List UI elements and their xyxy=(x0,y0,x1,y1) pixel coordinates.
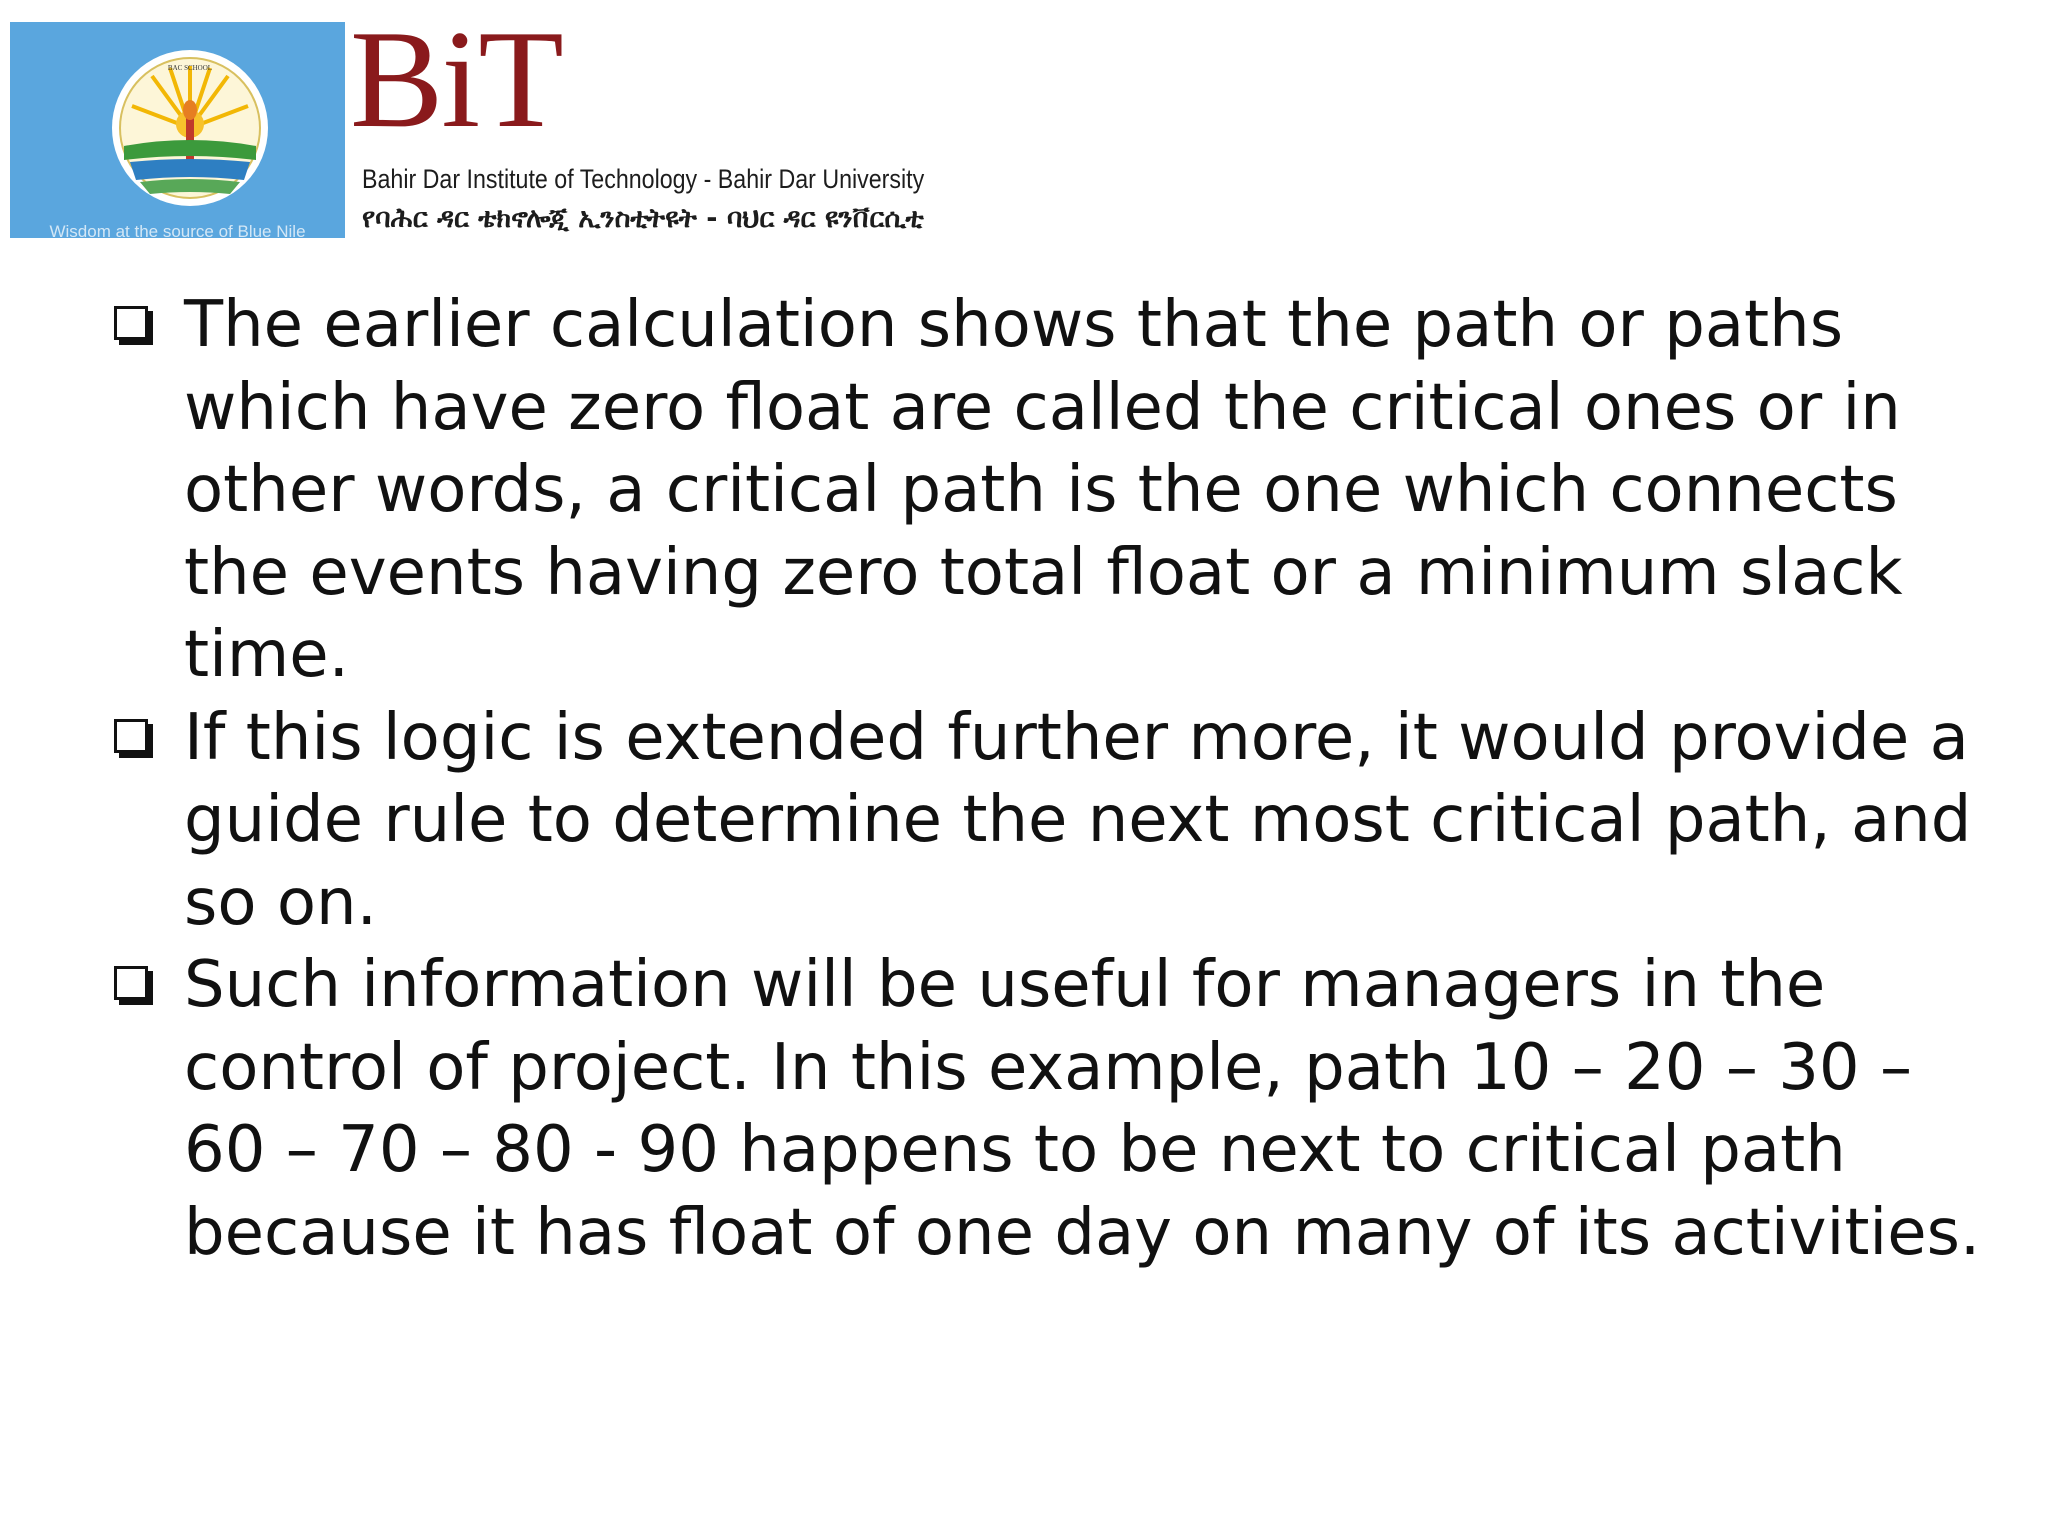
bullet-text: If this logic is extended further more, it would provide a guide rule to determine the next most critical path, and so on. xyxy=(184,700,1972,940)
slide-body xyxy=(108,284,1988,1274)
institute-name-english: Bahir Dar Institute of Technology - Bahir Dar University xyxy=(362,164,925,194)
university-seal-icon xyxy=(110,48,270,208)
bullet-item xyxy=(108,697,1988,945)
bullet-item xyxy=(108,284,1988,697)
bullet-text: Such information will be useful for managers in the control of project. In this example, path 10 – 20 – 30 – 60 – 70 – 80 - 90 happens to be next to critical path because it has float of one day on many of its activities. xyxy=(184,948,1981,1270)
bullet-text: The earlier calculation shows that the path or paths which have zero float are called the critical ones or in other words, a critical path is the one which connects the events having zero total float or a minimum slack time. xyxy=(184,288,1903,692)
checkbox-bullet-icon xyxy=(114,719,148,753)
checkbox-bullet-icon xyxy=(114,306,148,340)
bullet-item xyxy=(108,944,1988,1274)
institute-name-amharic: የባሕር ዳር ቴክኖሎጂ ኢንስቲትዩት - ባህር ዳር ዩንቨርሲቲ xyxy=(362,203,924,234)
banner-motto: Wisdom at the source of Blue Nile xyxy=(49,222,306,241)
bit-logo-text: BiT xyxy=(350,2,562,157)
checkbox-bullet-icon xyxy=(114,966,148,1000)
svg-text:BAC SCHOOL: BAC SCHOOL xyxy=(167,64,213,72)
university-banner xyxy=(10,22,345,241)
